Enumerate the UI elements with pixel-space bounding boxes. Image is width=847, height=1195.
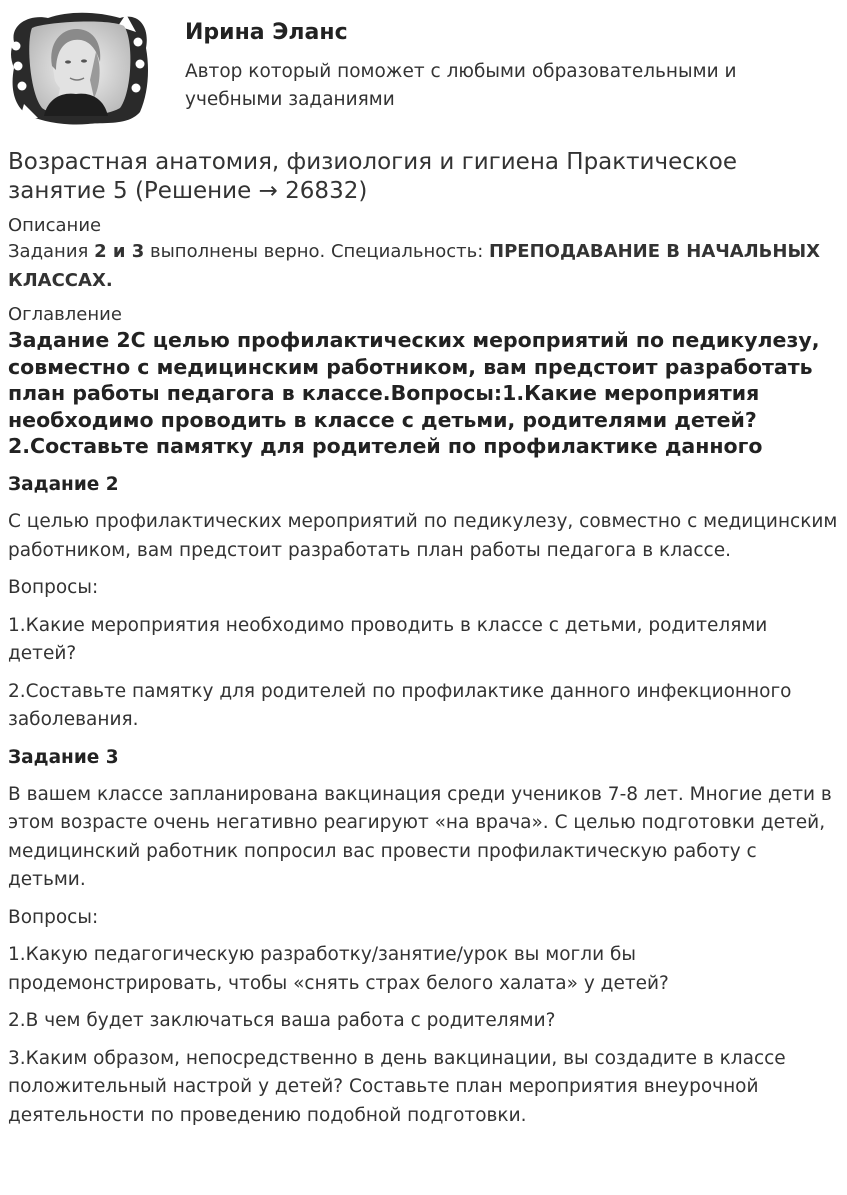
task-2-questions-label: Вопросы:	[8, 577, 99, 598]
author-description: Автор который поможет с любыми образовательными и учебными заданиями	[185, 61, 737, 110]
author-card	[8, 8, 838, 126]
task-3-question-3: 3.Каким образом, непосредственно в день вакцинации, вы создадите в классе положительный настрой у детей? Составьте план мероприятия внеурочной деятельности по проведению подобной подготовки.	[8, 1047, 786, 1126]
description-text	[8, 238, 840, 295]
description-part-3: выполнены верно. Специальность:	[144, 241, 490, 262]
task-3-text: В вашем классе запланирована вакцинация среди учеников 7-8 лет. Многие дети в этом возрасте очень негативно реагируют «на врача». С целью подготовки детей, медицинский работник попросил вас провести профилактическую работу с детьми.	[8, 783, 832, 890]
description-part-1: Задания	[8, 241, 95, 262]
task-3-question-1: 1.Какую педагогическую разработку/занятие/урок вы могли бы продемонстрировать, чтобы «снять страх белого халата» у детей?	[8, 944, 669, 994]
task-2-question-2: 2.Составьте памятку для родителей по профилактике данного инфекционного заболевания.	[8, 680, 792, 730]
task-2-text: С целью профилактических мероприятий по педикулезу, совместно с медицинским работником, вам предстоит разработать план работы педагога в классе.	[8, 511, 838, 561]
author-name[interactable]: Ирина Эланс	[185, 20, 348, 45]
task-3-questions-label: Вопросы:	[8, 906, 99, 928]
task-2-title: Задание 2	[8, 474, 119, 495]
task-2-question-1: 1.Какие мероприятия необходимо проводить в классе с детьми, родителями детей?	[8, 614, 768, 664]
task-3-question-2: 2.В чем будет заключаться ваша работа с родителями?	[8, 1010, 556, 1031]
toc-text: Задание 2С целью профилактических мероприятий по педикулезу, совместно с медицинским работником, вам предстоит разработать план работы педагога в классе.Вопросы:1.Какие мероприятия необходимо проводить в классе с детьми, родителями детей?2.Составьте памятку для родителей по профилактике данного	[8, 328, 820, 458]
document-content	[8, 148, 840, 1130]
task-3-title: Задание 3	[8, 746, 119, 768]
description-label: Описание	[8, 215, 102, 236]
toc-label: Оглавление	[8, 304, 122, 325]
document-title: Возрастная анатомия, физиология и гигиена Практическое занятие 5 (Решение → 26832)	[8, 149, 738, 204]
description-part-4: ПРЕПОДАВАНИЕ В НАЧАЛЬНЫХ КЛАССАХ.	[8, 241, 820, 291]
description-part-2: 2 и 3	[94, 241, 145, 262]
author-avatar[interactable]	[8, 8, 150, 126]
